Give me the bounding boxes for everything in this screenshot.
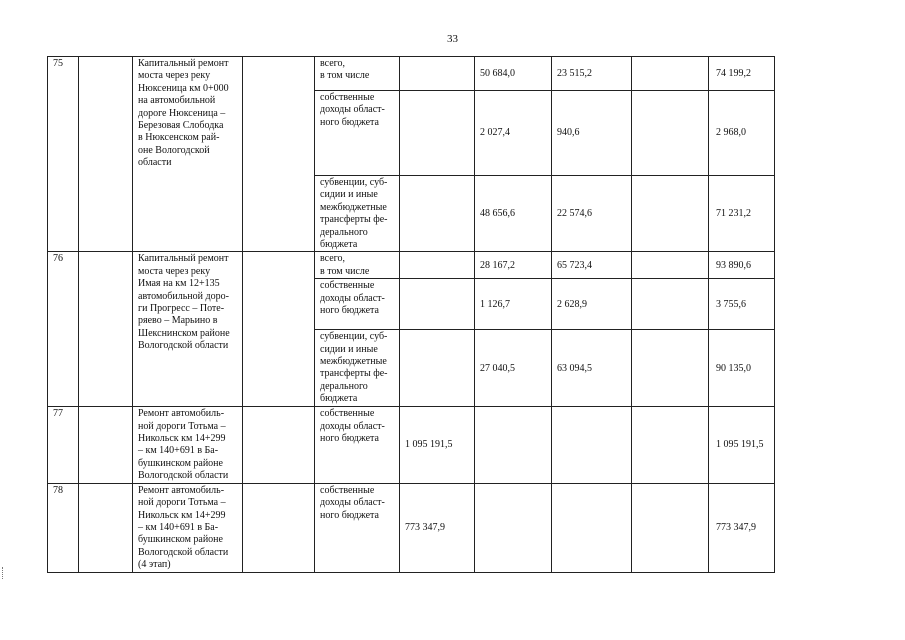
value-cell-4 [632,176,709,252]
value-cell-3: 2 628,9 [552,279,632,330]
funding-source-cell: субвенции, суб- сидии и иные межбюджетные трансферты фе- дерального бюджета [315,176,400,252]
funding-source-cell: собственные доходы област- ного бюджета [315,91,400,176]
value-cell-4 [632,91,709,176]
total-cell: 90 135,0 [709,330,775,407]
value-cell-1 [400,252,475,279]
value-cell-4 [632,330,709,407]
value-cell-4 [632,279,709,330]
value-cell-3: 23 515,2 [552,57,632,91]
empty-cell [243,252,315,407]
value-cell-3 [552,407,632,483]
margin-mark [2,567,5,579]
funding-source-cell: всего, в том числе [315,57,400,91]
value-cell-3: 940,6 [552,91,632,176]
empty-cell [79,252,133,407]
value-cell-1 [400,91,475,176]
row-number-cell: 76 [48,252,79,407]
total-cell: 773 347,9 [709,483,775,572]
value-cell-3 [552,483,632,572]
object-name-cell: Капитальный ремонт моста через реку Имая на км 12+135 автомобильной доро- ги Прогресс – Поте- ряево – Марьино в Шекснинском районе Вологодской области [133,252,243,407]
funding-source-cell: собственные доходы област- ного бюджета [315,407,400,483]
value-cell-1 [400,279,475,330]
total-cell: 3 755,6 [709,279,775,330]
funding-source-cell: всего, в том числе [315,252,400,279]
table-row [48,483,775,572]
value-cell-4 [632,483,709,572]
row-number-cell: 77 [48,407,79,483]
empty-cell [79,57,133,252]
empty-cell [243,407,315,483]
value-cell-4 [632,252,709,279]
value-cell-1 [400,57,475,91]
value-cell-2: 48 656,6 [475,176,552,252]
total-cell: 2 968,0 [709,91,775,176]
empty-cell [79,407,133,483]
table-row [48,407,775,483]
value-cell-3: 22 574,6 [552,176,632,252]
funding-source-cell: собственные доходы област- ного бюджета [315,279,400,330]
value-cell-2 [475,407,552,483]
value-cell-4 [632,407,709,483]
row-number-cell: 75 [48,57,79,252]
empty-cell [79,483,133,572]
object-name-cell: Капитальный ремонт моста через реку Нюксеница км 0+000 на автомобильной дороге Нюксеница – Березовая Слободка в Нюксенском рай- оне Вологодской области [133,57,243,252]
total-cell: 93 890,6 [709,252,775,279]
value-cell-1 [400,176,475,252]
budget-table [47,56,775,573]
total-cell: 74 199,2 [709,57,775,91]
value-cell-2: 2 027,4 [475,91,552,176]
value-cell-1 [400,330,475,407]
value-cell-2: 28 167,2 [475,252,552,279]
object-name-cell: Ремонт автомобиль- ной дороги Тотьма – Никольск км 14+299 – км 140+691 в Ба- бушкинском районе Вологодской области [133,407,243,483]
table-row [48,252,775,279]
table-row [48,57,775,91]
empty-cell [243,57,315,252]
value-cell-1: 1 095 191,5 [400,407,475,483]
value-cell-2: 1 126,7 [475,279,552,330]
empty-cell [243,483,315,572]
funding-source-cell: субвенции, суб- сидии и иные межбюджетные трансферты фе- дерального бюджета [315,330,400,407]
row-number-cell: 78 [48,483,79,572]
object-name-cell: Ремонт автомобиль- ной дороги Тотьма – Никольск км 14+299 – км 140+691 в Ба- бушкинском районе Вологодской области (4 этап) [133,483,243,572]
value-cell-2: 50 684,0 [475,57,552,91]
value-cell-2 [475,483,552,572]
value-cell-3: 65 723,4 [552,252,632,279]
page-number: 33 [447,33,458,45]
total-cell: 1 095 191,5 [709,407,775,483]
value-cell-3: 63 094,5 [552,330,632,407]
value-cell-2: 27 040,5 [475,330,552,407]
funding-source-cell: собственные доходы област- ного бюджета [315,483,400,572]
value-cell-4 [632,57,709,91]
value-cell-1: 773 347,9 [400,483,475,572]
total-cell: 71 231,2 [709,176,775,252]
